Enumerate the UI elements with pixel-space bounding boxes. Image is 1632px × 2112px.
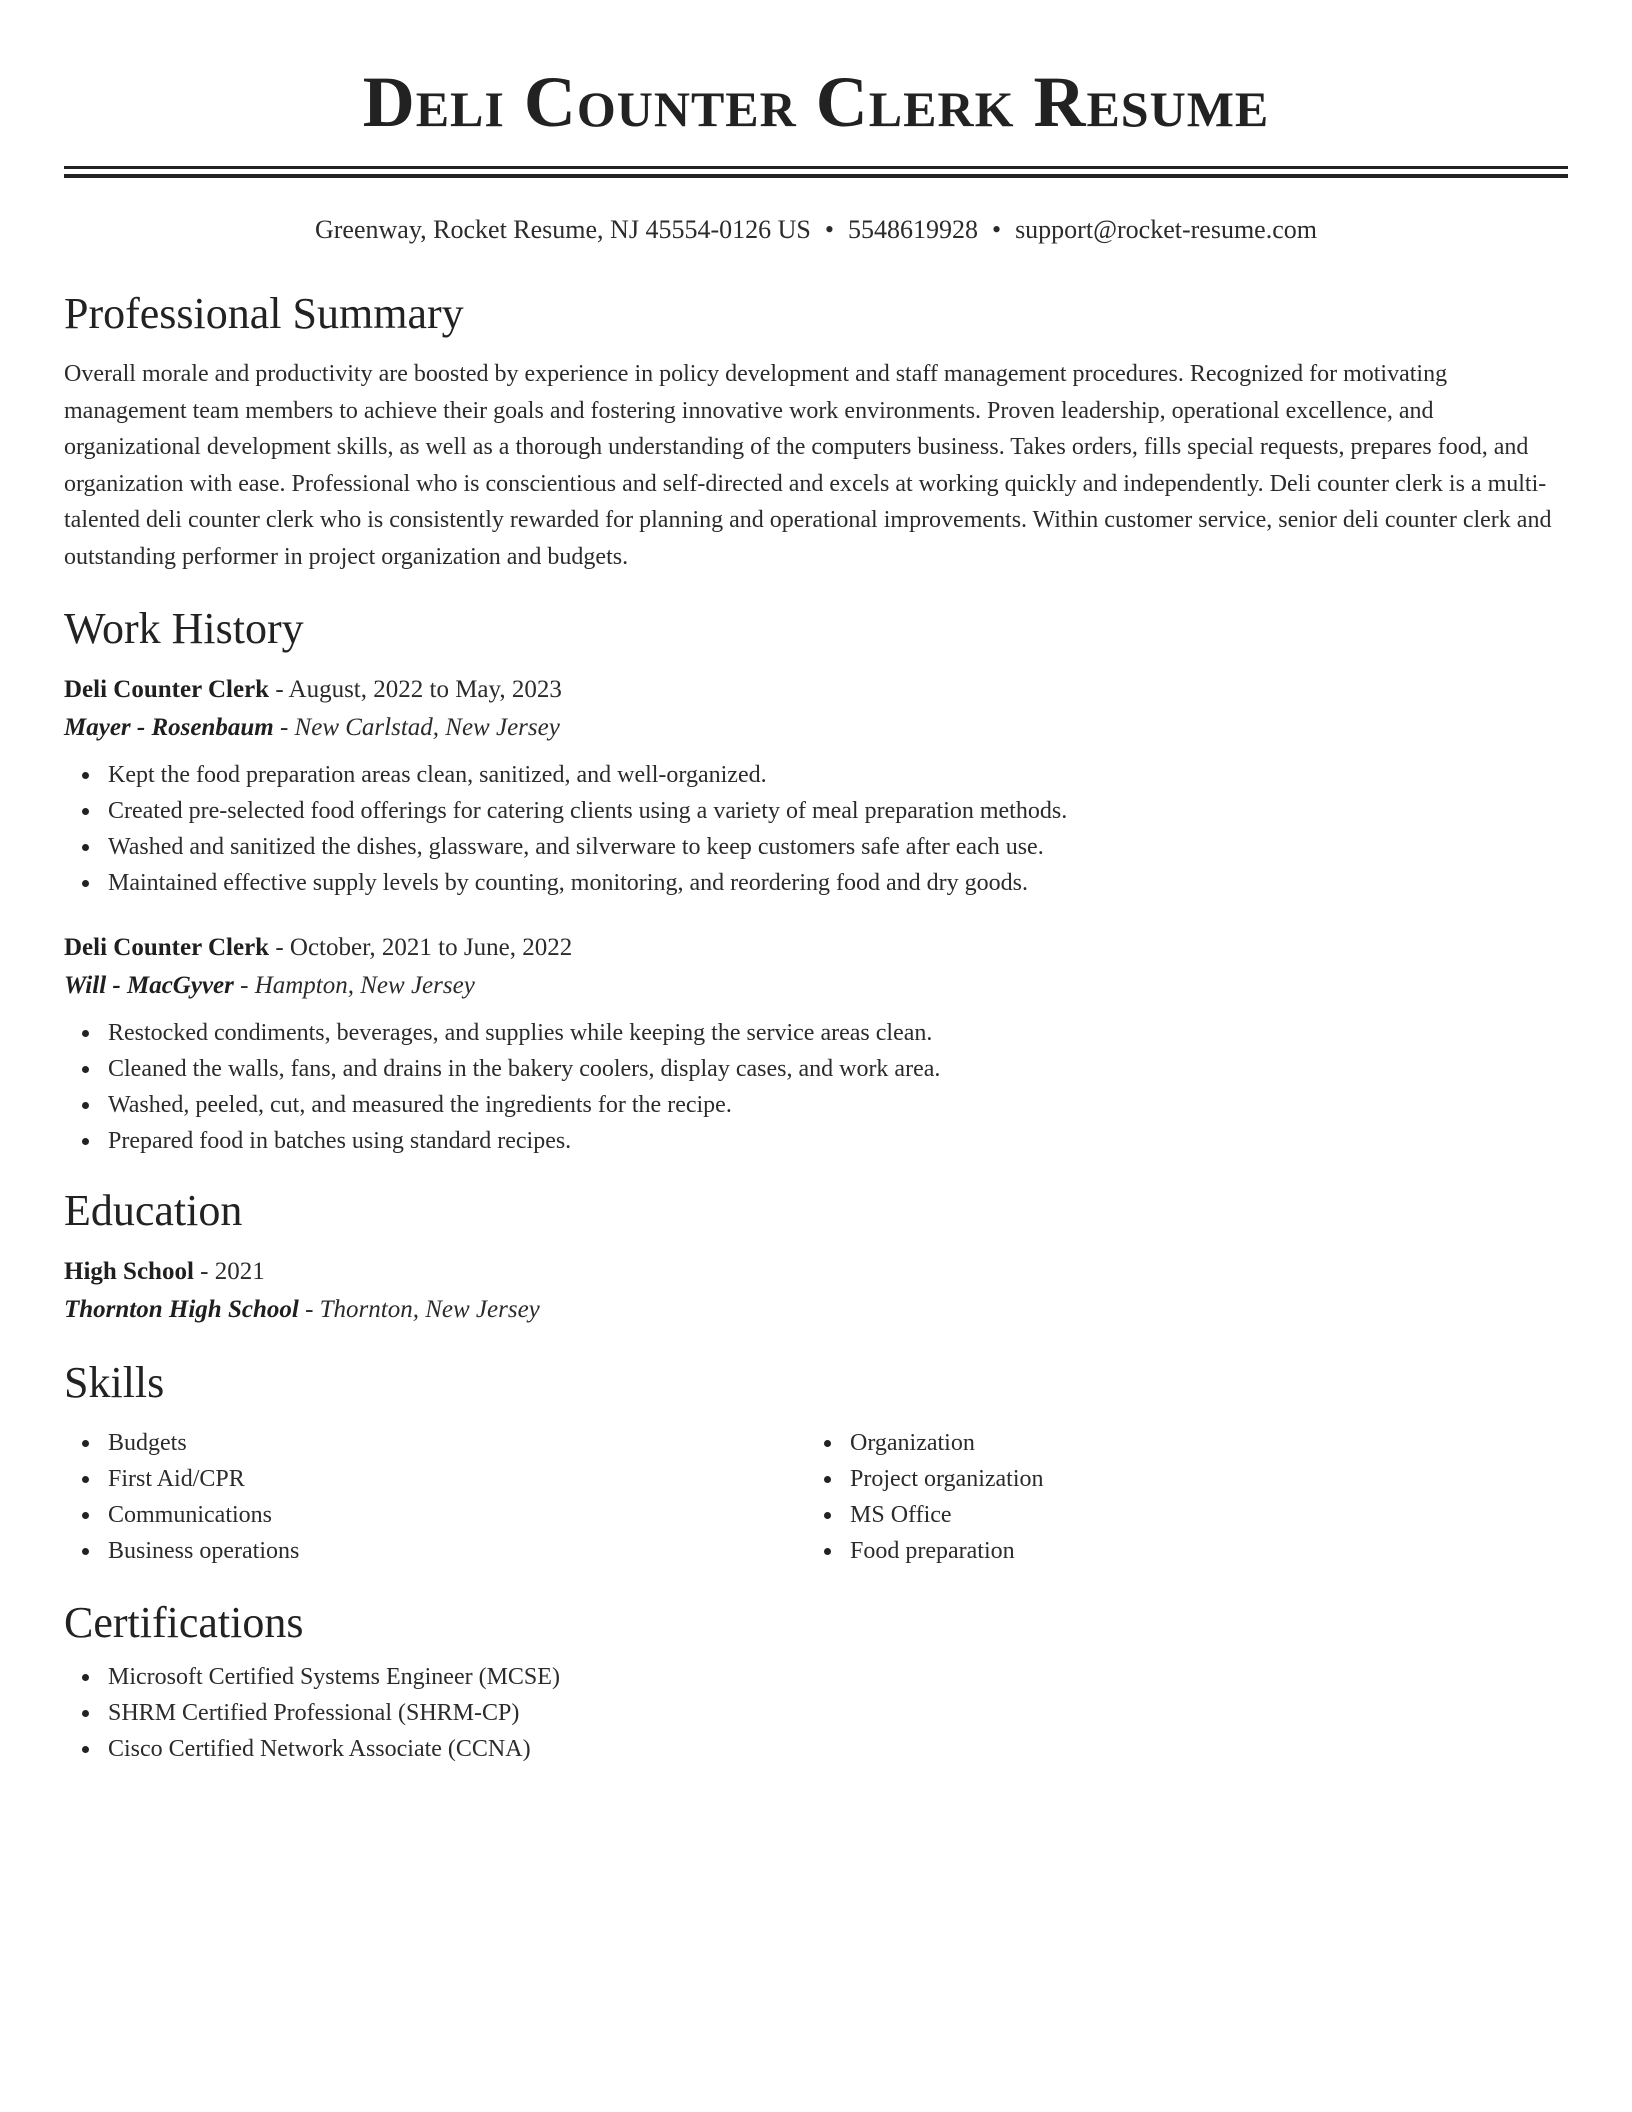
certification-item: SHRM Certified Professional (SHRM-CP) [108, 1695, 1568, 1731]
skills-list-right [806, 1425, 1548, 1569]
contact-line [64, 214, 1568, 246]
summary-text: Overall morale and productivity are boosted by experience in policy development and staff management procedures. Recognized for motivating management team members to achieve their goals and fostering innovative work environments. Proven leadership, operational excellence, and organizational development skills, as well as a thorough understanding of the computers business. Takes orders, fills special requests, prepares food, and organization with ease. Professional who is conscientious and self-directed and excels at working quickly and independently. Deli counter clerk is a multi-talented deli counter clerk who is consistently rewarded for planning and operational improvements. Within customer service, senior deli counter clerk and outstanding performer in project organization and budgets. [64, 361, 1552, 570]
certification-item: Cisco Certified Network Associate (CCNA) [108, 1731, 1568, 1767]
skill-item: First Aid/CPR [108, 1461, 806, 1497]
job-location: - New Carlstad, New Jersey [273, 714, 560, 741]
certifications-heading: Certifications [64, 1598, 304, 1647]
job-dates: - August, 2022 to May, 2023 [269, 676, 562, 703]
contact-email: support@rocket-resume.com [1015, 215, 1317, 244]
job-entry [64, 671, 1568, 901]
job-title: Deli Counter Clerk [64, 934, 270, 961]
skill-item: Budgets [108, 1425, 806, 1461]
job-duties-list [64, 1015, 1568, 1159]
job-company-line [64, 709, 1568, 747]
skill-item: Organization [850, 1425, 1548, 1461]
list-item: Washed and sanitized the dishes, glassware, and silverware to keep customers safe after each use. [108, 829, 1568, 865]
list-item: Maintained effective supply levels by counting, monitoring, and reordering food and dry goods. [108, 865, 1568, 901]
skill-item: Communications [108, 1497, 806, 1533]
skills-list-left [64, 1425, 806, 1569]
skills-grid [64, 1425, 1568, 1569]
job-title: Deli Counter Clerk [64, 676, 270, 703]
skill-item: Food preparation [850, 1533, 1548, 1569]
contact-address: Greenway, Rocket Resume, NJ 45554-0126 US [315, 215, 811, 244]
job-company: Mayer - Rosenbaum [64, 714, 274, 741]
job-entry [64, 929, 1568, 1159]
education-school-line [64, 1291, 1568, 1329]
skill-item: MS Office [850, 1497, 1548, 1533]
job-dates: - October, 2021 to June, 2022 [269, 934, 573, 961]
skills-column-left [64, 1425, 806, 1569]
summary-heading: Professional Summary [64, 289, 464, 338]
education-heading: Education [64, 1186, 243, 1235]
certifications-list [64, 1659, 1568, 1767]
skill-item: Project organization [850, 1461, 1548, 1497]
job-duties-list [64, 757, 1568, 901]
job-location: - Hampton, New Jersey [233, 972, 475, 999]
skills-heading: Skills [64, 1358, 165, 1407]
list-item: Prepared food in batches using standard recipes. [108, 1123, 1568, 1159]
certification-item: Microsoft Certified Systems Engineer (MCSE) [108, 1659, 1568, 1695]
job-company: Will - MacGyver [64, 972, 234, 999]
education-school: Thornton High School [64, 1296, 299, 1323]
list-item: Cleaned the walls, fans, and drains in the bakery coolers, display cases, and work area. [108, 1051, 1568, 1087]
list-item: Created pre-selected food offerings for catering clients using a variety of meal preparation methods. [108, 793, 1568, 829]
list-item: Washed, peeled, cut, and measured the ingredients for the recipe. [108, 1087, 1568, 1123]
job-title-line [64, 671, 1568, 709]
skills-column-right [806, 1425, 1548, 1569]
education-location: - Thornton, New Jersey [298, 1296, 540, 1323]
education-degree: High School [64, 1258, 194, 1285]
skill-item: Business operations [108, 1533, 806, 1569]
title-divider-top [64, 166, 1568, 169]
resume-title: Deli Counter Clerk Resume [362, 62, 1270, 142]
job-title-line [64, 929, 1568, 967]
title-divider-bottom [64, 174, 1568, 178]
work-history-heading: Work History [64, 604, 304, 653]
contact-separator: • [824, 215, 834, 244]
contact-phone: 5548619928 [847, 215, 978, 244]
list-item: Kept the food preparation areas clean, sanitized, and well-organized. [108, 757, 1568, 793]
education-entry [64, 1253, 1568, 1329]
job-company-line [64, 967, 1568, 1005]
education-year: - 2021 [193, 1258, 265, 1285]
education-degree-line [64, 1253, 1568, 1291]
list-item: Restocked condiments, beverages, and supplies while keeping the service areas clean. [108, 1015, 1568, 1051]
contact-separator: • [991, 215, 1002, 244]
